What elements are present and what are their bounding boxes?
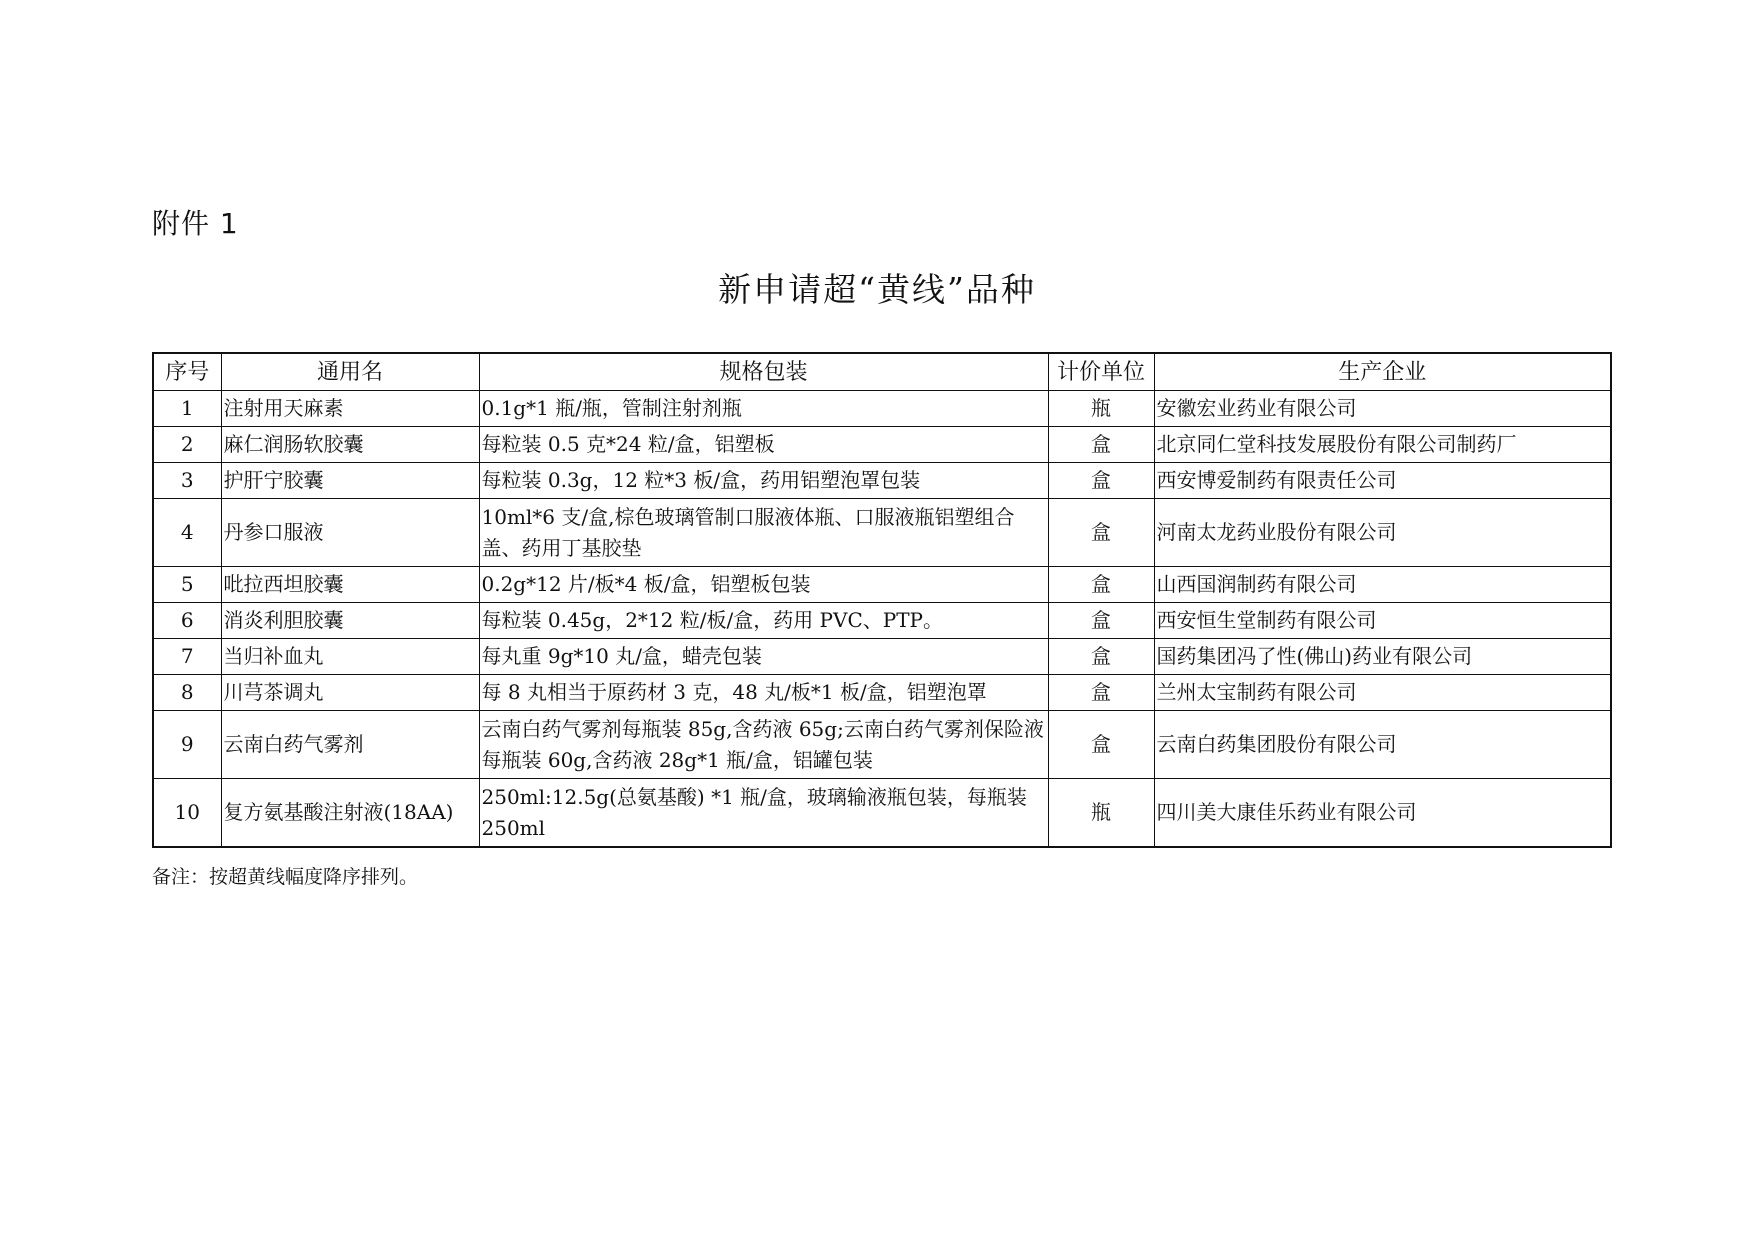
row-spec: 10ml*6 支/盒,棕色玻璃管制口服液体瓶、口服液瓶铝塑组合盖、药用丁基胶垫: [479, 499, 1048, 567]
row-name: 消炎利胆胶囊: [221, 603, 479, 639]
row-spec: 0.1g*1 瓶/瓶，管制注射剂瓶: [479, 391, 1048, 427]
header-no: 序号: [153, 353, 221, 391]
row-no: 7: [153, 639, 221, 675]
row-maker: 河南太龙药业股份有限公司: [1154, 499, 1611, 567]
row-unit: 盒: [1048, 603, 1154, 639]
row-no: 10: [153, 779, 221, 848]
row-name: 护肝宁胶囊: [221, 463, 479, 499]
table-row: [153, 603, 1611, 639]
row-maker: 国药集团冯了性(佛山)药业有限公司: [1154, 639, 1611, 675]
row-unit: 盒: [1048, 499, 1154, 567]
table-row: [153, 567, 1611, 603]
row-no: 3: [153, 463, 221, 499]
table-row: [153, 675, 1611, 711]
row-unit: 瓶: [1048, 779, 1154, 848]
row-spec: 0.2g*12 片/板*4 板/盒，铝塑板包装: [479, 567, 1048, 603]
row-unit: 瓶: [1048, 391, 1154, 427]
table-row: [153, 391, 1611, 427]
row-no: 5: [153, 567, 221, 603]
row-name: 注射用天麻素: [221, 391, 479, 427]
row-name: 川芎茶调丸: [221, 675, 479, 711]
row-no: 4: [153, 499, 221, 567]
header-name: 通用名: [221, 353, 479, 391]
row-spec: 每粒装 0.3g，12 粒*3 板/盒，药用铝塑泡罩包装: [479, 463, 1048, 499]
header-spec: 规格包装: [479, 353, 1048, 391]
row-spec: 每粒装 0.5 克*24 粒/盒，铝塑板: [479, 427, 1048, 463]
row-no: 2: [153, 427, 221, 463]
drug-table: [152, 352, 1612, 848]
row-name: 复方氨基酸注射液(18AA): [221, 779, 479, 848]
row-maker: 四川美大康佳乐药业有限公司: [1154, 779, 1611, 848]
row-spec: 250ml:12.5g(总氨基酸) *1 瓶/盒，玻璃输液瓶包装，每瓶装 250ml: [479, 779, 1048, 848]
row-maker: 安徽宏业药业有限公司: [1154, 391, 1611, 427]
row-name: 吡拉西坦胶囊: [221, 567, 479, 603]
row-spec: 每丸重 9g*10 丸/盒，蜡壳包装: [479, 639, 1048, 675]
row-maker: 兰州太宝制药有限公司: [1154, 675, 1611, 711]
row-name: 云南白药气雾剂: [221, 711, 479, 779]
row-name: 当归补血丸: [221, 639, 479, 675]
row-spec: 每 8 丸相当于原药材 3 克，48 丸/板*1 板/盒，铝塑泡罩: [479, 675, 1048, 711]
table-row: [153, 711, 1611, 779]
row-maker: 西安博爱制药有限责任公司: [1154, 463, 1611, 499]
table-header-row: [153, 353, 1611, 391]
row-spec: 云南白药气雾剂每瓶装 85g,含药液 65g;云南白药气雾剂保险液每瓶装 60g,含药液 28g*1 瓶/盒，铝罐包装: [479, 711, 1048, 779]
row-maker: 山西国润制药有限公司: [1154, 567, 1611, 603]
row-name: 丹参口服液: [221, 499, 479, 567]
attachment-label: 附件 1: [152, 207, 239, 240]
row-no: 9: [153, 711, 221, 779]
table-row: [153, 427, 1611, 463]
table-row: [153, 779, 1611, 848]
row-unit: 盒: [1048, 427, 1154, 463]
row-unit: 盒: [1048, 463, 1154, 499]
header-unit: 计价单位: [1048, 353, 1154, 391]
table-row: [153, 639, 1611, 675]
row-unit: 盒: [1048, 675, 1154, 711]
row-maker: 云南白药集团股份有限公司: [1154, 711, 1611, 779]
row-spec: 每粒装 0.45g，2*12 粒/板/盒，药用 PVC、PTP。: [479, 603, 1048, 639]
row-maker: 北京同仁堂科技发展股份有限公司制药厂: [1154, 427, 1611, 463]
table-footnote: 备注：按超黄线幅度降序排列。: [152, 866, 419, 888]
table-row: [153, 463, 1611, 499]
row-unit: 盒: [1048, 567, 1154, 603]
document-title: 新申请超“黄线”品种: [718, 270, 1036, 309]
row-maker: 西安恒生堂制药有限公司: [1154, 603, 1611, 639]
row-no: 8: [153, 675, 221, 711]
row-unit: 盒: [1048, 639, 1154, 675]
row-name: 麻仁润肠软胶囊: [221, 427, 479, 463]
table-row: [153, 499, 1611, 567]
row-no: 1: [153, 391, 221, 427]
row-no: 6: [153, 603, 221, 639]
row-unit: 盒: [1048, 711, 1154, 779]
header-maker: 生产企业: [1154, 353, 1611, 391]
